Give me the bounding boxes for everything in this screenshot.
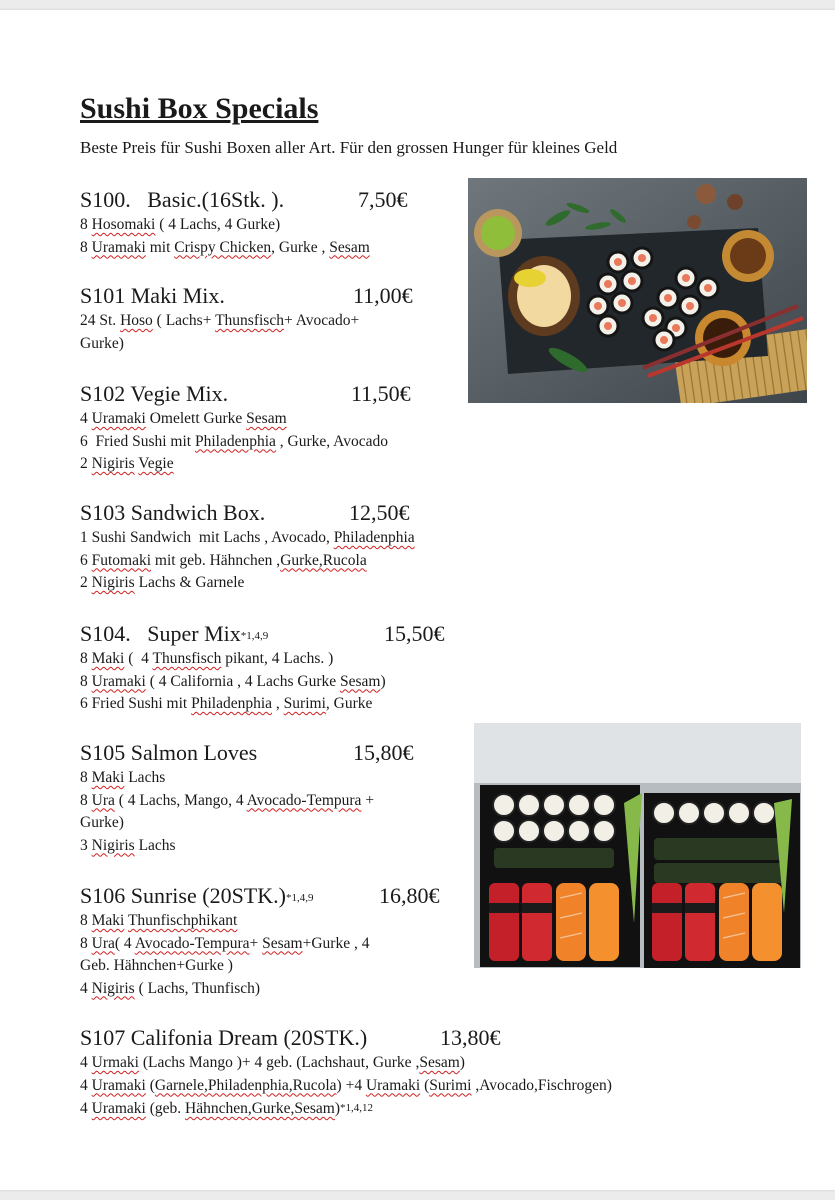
item-name: Super Mix [130, 621, 241, 646]
item-description-line: 4 Urmaki (Lachs Mango )+ 4 geb. (Lachshaut, Gurke ,Sesam) [80, 1054, 465, 1071]
item-price: 15,80€ [353, 740, 414, 765]
item-description-line: 6 Futomaki mit geb. Hähnchen ,Gurke,Rucola [80, 551, 367, 569]
item-description-line: 8 Maki Thunfischphikant [80, 912, 238, 929]
allergen-note: *1,4,9 [285, 892, 314, 904]
item-price: 13,80€ [440, 1025, 501, 1050]
item-description-line: 2 Nigiris Lachs & Garnele [80, 574, 245, 591]
menu-item [80, 282, 413, 355]
page-subtitle: Beste Preis für Sushi Boxen aller Art. Für den grossen Hunger für kleines Geld [80, 138, 618, 157]
menu-item-heading [80, 380, 411, 408]
page-title: Sushi Box Specials [80, 92, 319, 125]
sushi-boxes-photo [474, 723, 801, 968]
item-price: 11,50€ [351, 381, 411, 406]
item-description-line: Gurke) [80, 334, 124, 352]
item-price: 7,50€ [358, 187, 408, 212]
item-name: Sunrise (20STK.) [125, 883, 286, 908]
item-code: S107 [80, 1025, 126, 1050]
menu-item-heading [80, 620, 445, 648]
item-code: S103 [80, 500, 126, 525]
item-description-line: 6 Fried Sushi mit Philadenphia , Surimi, Gurke [80, 695, 373, 712]
item-name: Salmon Loves [125, 740, 258, 765]
item-description-line: 8 Ura( 4 Avocado-Tempura+ Sesam+Gurke , 4 [80, 934, 370, 952]
item-description-line: Gurke) [80, 814, 124, 831]
menu-item [80, 186, 408, 259]
item-description-line: 1 Sushi Sandwich mit Lachs , Avocado, Philadenphia [80, 529, 415, 546]
menu-item [80, 1024, 612, 1121]
item-code: S101 [80, 283, 126, 308]
item-code: S105 [80, 740, 126, 765]
item-description-line: 4 Uramaki (Garnele,Philadenphia,Rucola) +4 Uramaki (Surimi ,Avocado,Fischrogen) [80, 1076, 612, 1094]
item-description-line: 24 St. Hoso ( Lachs+ Thunsfisch+ Avocado+ [80, 312, 360, 329]
item-name: Sandwich Box. [125, 500, 266, 525]
menu-item-heading [80, 499, 415, 527]
item-code: S104. [80, 621, 131, 646]
item-name: Maki Mix. [125, 283, 225, 308]
item-description-line: Geb. Hähnchen+Gurke ) [80, 957, 233, 974]
item-price: 15,50€ [384, 621, 445, 646]
item-price: 16,80€ [379, 883, 440, 908]
menu-item-heading [80, 1024, 612, 1052]
menu-item-heading [80, 739, 414, 767]
item-description-line: 6 Fried Sushi mit Philadenphia , Gurke, Avocado [80, 432, 388, 450]
menu-item [80, 499, 415, 595]
item-description-line: 8 Maki ( 4 Thunsfisch pikant, 4 Lachs. ) [80, 650, 334, 667]
item-description-line: 3 Nigiris Lachs [80, 836, 176, 854]
item-code: S106 [80, 883, 126, 908]
item-price: 12,50€ [349, 500, 410, 525]
item-description-line: 2 Nigiris Vegie [80, 455, 174, 472]
menu-item [80, 620, 445, 716]
item-description-line: 8 Ura ( 4 Lachs, Mango, 4 Avocado-Tempura + [80, 791, 375, 809]
menu-item [80, 739, 414, 857]
menu-item-heading [80, 186, 408, 214]
item-name: Basic.(16Stk. ). [130, 187, 285, 212]
item-description-line: 4 Uramaki Omelett Gurke Sesam [80, 410, 287, 427]
item-code: S100. [80, 187, 131, 212]
menu-item [80, 882, 440, 1000]
menu-item-heading [80, 882, 440, 910]
menu-item-heading [80, 282, 413, 310]
item-description-line: 4 Nigiris ( Lachs, Thunfisch) [80, 979, 261, 997]
allergen-note: *1,4,9 [240, 630, 269, 642]
item-description-line: 4 Uramaki (geb. Hähnchen,Gurke,Sesam)*1,4,12 [80, 1100, 373, 1117]
menu-item [80, 380, 411, 476]
item-price: 11,00€ [353, 283, 413, 308]
item-description-line: 8 Uramaki ( 4 California , 4 Lachs Gurke Sesam) [80, 672, 386, 690]
item-description-line: 8 Hosomaki ( 4 Lachs, 4 Gurke) [80, 216, 281, 233]
item-description-line: 8 Maki Lachs [80, 769, 166, 786]
item-name: Vegie Mix. [125, 381, 229, 406]
item-description-line: 8 Uramaki mit Crispy Chicken, Gurke , Sesam [80, 238, 370, 256]
item-code: S102 [80, 381, 126, 406]
item-name: Califonia Dream (20STK.) [125, 1025, 368, 1050]
sushi-board-photo [468, 178, 807, 403]
menu-page [0, 10, 835, 1190]
